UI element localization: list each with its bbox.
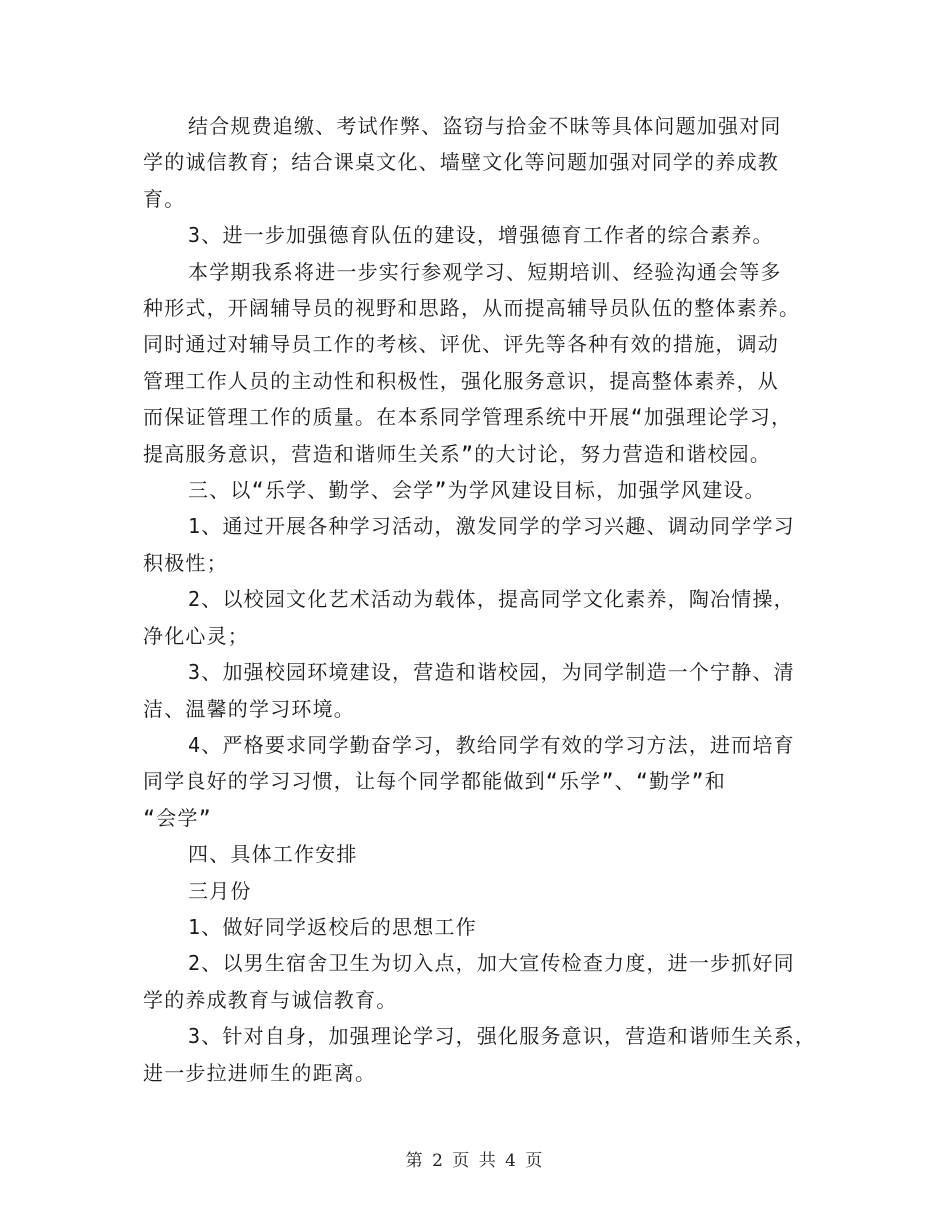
paragraph-line: 1、通过开展各种学习活动，激发同学的学习兴趣、调动同学学习 xyxy=(188,514,795,539)
paragraph xyxy=(143,217,813,253)
paragraph xyxy=(143,254,813,472)
paragraph xyxy=(143,654,813,727)
paragraph-line: 四、具体工作安排 xyxy=(188,842,358,867)
paragraph-line: “会学” xyxy=(143,805,212,830)
paragraph-line: 而保证管理工作的质量。在本系同学管理系统中开展“加强理论学习， xyxy=(143,405,793,430)
paragraph-line: 三、以“乐学、勤学、会学”为学风建设目标，加强学风建设。 xyxy=(188,478,766,503)
paragraph-line: 种形式，开阔辅导员的视野和思路，从而提高辅导员队伍的整体素养。 xyxy=(143,296,801,321)
paragraph-line: 4、严格要求同学勤奋学习，教给同学有效的学习方法，进而培育 xyxy=(188,732,795,757)
paragraph xyxy=(143,472,813,508)
paragraph-line: 3、加强校园环境建设，营造和谐校园，为同学制造一个宁静、清 xyxy=(188,660,795,685)
paragraph-line: 提高服务意识，营造和谐师生关系”的大讨论，努力营造和谐校园。 xyxy=(143,441,772,466)
paragraph-line: 1、做好同学返校后的思想工作 xyxy=(188,914,477,939)
paragraph xyxy=(143,873,813,909)
paragraph xyxy=(143,836,813,872)
paragraph-line: 同时通过对辅导员工作的考核、评优、评先等各种有效的措施，调动 xyxy=(143,332,779,357)
paragraph-line: 2、以校园文化艺术活动为载体，提高同学文化素养，陶冶情操， xyxy=(188,587,795,612)
document-body xyxy=(143,108,817,1091)
page-footer: 第 2 页 共 4 页 xyxy=(405,1151,545,1171)
paragraph-line: 积极性； xyxy=(143,550,228,575)
paragraph-line: 本学期我系将进一步实行参观学习、短期培训、经验沟通会等多 xyxy=(188,259,782,284)
paragraph-line: 三月份 xyxy=(188,878,252,903)
paragraph xyxy=(143,727,813,836)
paragraph-line: 育。 xyxy=(143,186,186,211)
paragraph-line: 管理工作人员的主动性和积极性，强化服务意识，提高整体素养，从 xyxy=(143,368,779,393)
paragraph-line: 同学良好的学习习惯，让每个同学都能做到“乐学”、“勤学”和 xyxy=(143,769,726,794)
paragraph-line: 结合规费追缴、考试作弊、盗窃与拾金不昧等具体问题加强对同 xyxy=(188,114,782,138)
paragraph xyxy=(143,108,813,217)
paragraph xyxy=(143,581,813,654)
paragraph-line: 洁、温馨的学习环境。 xyxy=(143,696,355,721)
paragraph xyxy=(143,909,813,945)
paragraph-line: 学的诚信教育；结合课桌文化、墙壁文化等问题加强对同学的养成教 xyxy=(143,150,779,175)
paragraph xyxy=(143,945,813,1018)
paragraph-line: 进一步拉进师生的距离。 xyxy=(143,1060,377,1085)
paragraph-line: 3、进一步加强德育队伍的建设，增强德育工作者的综合素养。 xyxy=(188,223,774,248)
paragraph-line: 学的养成教育与诚信教育。 xyxy=(143,987,398,1012)
paragraph-line: 净化心灵； xyxy=(143,623,249,648)
paragraph-line: 3、针对自身，加强理论学习，强化服务意识，营造和谐师生关系， xyxy=(188,1024,817,1049)
paragraph xyxy=(143,1018,817,1091)
paragraph-line: 2、以男生宿舍卫生为切入点，加大宣传检查力度，进一步抓好同 xyxy=(188,951,795,976)
paragraph xyxy=(143,508,813,581)
